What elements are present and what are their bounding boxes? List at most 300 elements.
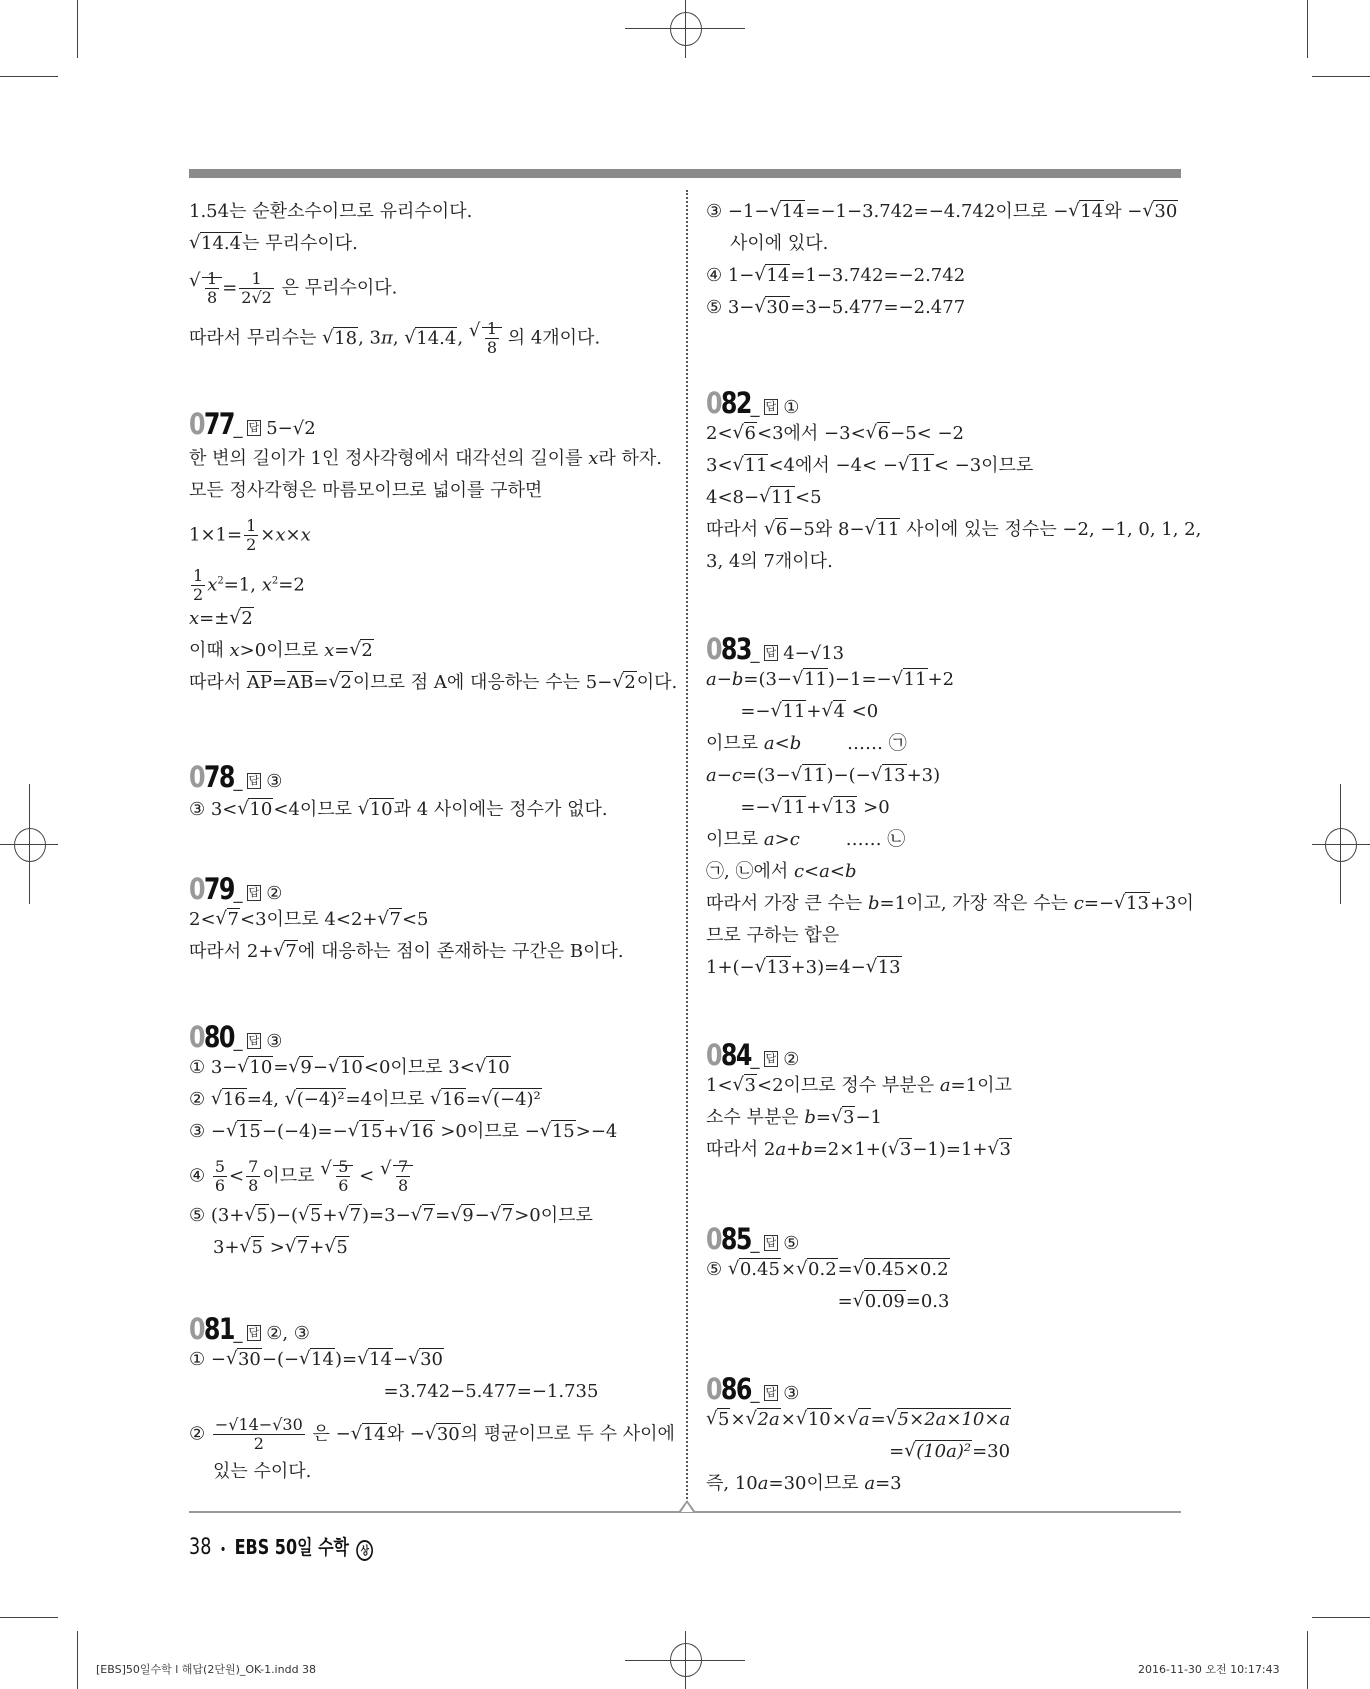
square-root [1114, 892, 1150, 916]
text-run: 모든 정사각형은 마름모이므로 넓이를 구하면 [189, 480, 543, 501]
square-root [226, 1348, 262, 1372]
problem-number [706, 1038, 751, 1072]
radicand: 5 [251, 1237, 263, 1258]
radicand: 10 [249, 1057, 273, 1078]
radicand: 15 [237, 1121, 261, 1142]
problem-number-rest: 81 [203, 1312, 234, 1346]
text-run: < [774, 733, 790, 754]
text-run: = [815, 1107, 832, 1128]
text-run: ① − [189, 1349, 226, 1370]
answer-icon: 답 [765, 1052, 777, 1065]
registration-circle-left [14, 828, 46, 862]
radicand: 2 [624, 672, 636, 693]
square-root [754, 296, 790, 320]
math-variable: a [775, 1139, 787, 1160]
solution-line [706, 1074, 1012, 1098]
footer-rule-notch [679, 1500, 695, 1511]
radicand: 11 [782, 797, 806, 818]
solution-line [706, 1472, 902, 1496]
text-run: 은 − [306, 1423, 351, 1445]
answer-value: ① [783, 397, 800, 418]
solution-line [189, 1204, 593, 1228]
square-root [888, 1138, 912, 1162]
answer-icon: 답 [248, 1034, 260, 1047]
solution-line [706, 1440, 1010, 1464]
solution-line [706, 454, 1033, 478]
radicand: 10 [807, 1409, 831, 1430]
radicand: (10a)² [916, 1441, 972, 1462]
solution-line [706, 1138, 1012, 1162]
math-variable: c [789, 829, 800, 850]
text-run: × [831, 1409, 847, 1430]
radicand: 10 [339, 1057, 363, 1078]
square-root [706, 1408, 730, 1432]
text-run: ③ 3< [189, 799, 238, 820]
text-run: 따라서 2+ [189, 941, 274, 962]
text-run: = [435, 1205, 451, 1226]
text-run: <0 [845, 701, 879, 722]
denominator: 8 [248, 1176, 259, 1195]
radicand: 7 [389, 909, 401, 930]
math-variable: a [939, 1075, 951, 1096]
text-run: 이다. [636, 672, 678, 693]
radicand: 7 [501, 1205, 514, 1226]
segment-label: $\overline{AP}$ [246, 672, 273, 693]
square-root [791, 764, 827, 788]
radicand: 7 [422, 1205, 435, 1226]
text-run: )−1=− [827, 669, 892, 690]
answer-value: ② [266, 883, 283, 904]
answer-icon: 답 [765, 400, 777, 413]
denominator: 2 [193, 585, 204, 604]
text-run: 따라서 [706, 519, 764, 540]
fraction [213, 1158, 227, 1195]
answer-value: ③ [266, 1031, 283, 1052]
fraction [205, 270, 219, 307]
radicand: 4 [833, 701, 845, 722]
text-run: +3) [906, 765, 941, 786]
text-run: …… ㉠ [801, 733, 907, 754]
text-run: =2 [278, 574, 305, 596]
math-variable: c [793, 861, 805, 882]
solution-line [189, 1348, 444, 1372]
square-root [399, 1120, 435, 1144]
radicand: 30 [237, 1349, 261, 1370]
text-run: =1이고, 가장 작은 수는 [879, 893, 1074, 914]
radicand: 2a [757, 1409, 780, 1430]
text-run: = [313, 672, 329, 693]
fraction [246, 1158, 260, 1195]
solution-line [189, 200, 472, 224]
math-variable: b [804, 1107, 816, 1128]
radicand: 5×2a×10×a [897, 1409, 1011, 1430]
solution-line [189, 320, 600, 357]
problem-number-lead: 0 [189, 1312, 204, 1346]
solution-line [706, 264, 965, 288]
math-variable: a [706, 765, 717, 786]
text-run: >0이므로 − [434, 1121, 540, 1142]
answer-icon: 답 [248, 774, 260, 787]
text-run: <4에서 −4< − [768, 455, 898, 476]
square-root [328, 1056, 364, 1080]
text-run: ② [189, 1089, 211, 1110]
math-variable: a [763, 733, 775, 754]
underscore: _ [233, 771, 243, 792]
problem-number-lead: 0 [706, 386, 721, 420]
text-run: + [309, 1237, 325, 1258]
text-run: 3, 4의 7개이다. [706, 551, 833, 572]
problem-number-lead: 0 [189, 407, 204, 441]
radicand [333, 1157, 353, 1195]
radicand: (−4)² [296, 1089, 345, 1110]
problem-number-rest: 84 [720, 1038, 751, 1072]
exponent: 2 [271, 575, 279, 587]
solution-line [706, 828, 905, 852]
square-root [866, 422, 890, 446]
radicand: 6 [775, 519, 788, 540]
fraction [239, 270, 274, 307]
problem-number [706, 1372, 751, 1406]
volume-mark: 상 [357, 1540, 374, 1561]
square-root [322, 327, 358, 351]
problem-header [706, 632, 844, 666]
square-root [898, 454, 934, 478]
text-run: 즉, 10 [706, 1473, 758, 1494]
solution-line [706, 860, 857, 884]
answer-value: ② [783, 1049, 800, 1070]
text-run: ③ − [189, 1121, 226, 1142]
square-root [320, 1158, 353, 1195]
text-run: …… ㉡ [799, 829, 906, 850]
square-root [490, 1204, 514, 1228]
fraction [485, 320, 499, 357]
text-run: <4이므로 [273, 799, 358, 820]
square-root [226, 1120, 262, 1144]
radicand: 15 [551, 1121, 575, 1142]
text-run: ③ −1− [706, 201, 770, 222]
radicand: 5 [256, 1205, 268, 1226]
square-root [1142, 200, 1178, 224]
text-run: =1−3.742=−2.742 [790, 265, 966, 286]
text-run: 은 무리수이다. [275, 277, 398, 299]
text-run: =(3− [741, 765, 791, 786]
denominator: 8 [207, 288, 218, 307]
solution-line [706, 668, 954, 692]
text-run: =− [706, 701, 771, 722]
problem-header [189, 872, 282, 906]
denominator: 6 [214, 1176, 226, 1195]
square-root [792, 668, 828, 692]
radicand: 16 [222, 1089, 246, 1110]
denominator: 8 [486, 338, 497, 357]
math-variable: x [275, 524, 286, 546]
answer-icon: 답 [765, 1386, 777, 1399]
text-run: 4̇ [217, 201, 230, 222]
square-root [229, 607, 253, 631]
solution-line [213, 1236, 349, 1260]
text-run: 이므로 [706, 733, 764, 754]
square-root [358, 798, 394, 822]
text-run: 의 4개이다. [502, 327, 601, 349]
square-root [754, 264, 790, 288]
square-root [755, 956, 791, 980]
crop-mark-top-right [1307, 0, 1308, 58]
denominator: 6 [338, 1176, 349, 1195]
math-variable: x [189, 608, 200, 629]
solution-line [189, 798, 608, 822]
radicand: 10 [486, 1057, 510, 1078]
text-run: =2×1+( [812, 1139, 888, 1160]
math-variable: a [706, 669, 717, 690]
text-run: + [383, 1121, 399, 1142]
text-run: =0.3 [905, 1291, 950, 1312]
text-run: + [806, 701, 822, 722]
square-root [796, 1258, 838, 1282]
problem-number-rest: 78 [203, 760, 234, 794]
problem-number-rest: 83 [720, 632, 751, 666]
radicand: 30 [1154, 201, 1178, 222]
square-root [408, 1348, 444, 1372]
text-run: <5 [794, 487, 822, 508]
square-root [746, 1408, 781, 1432]
solution-line [706, 422, 964, 446]
radicand: 0.2 [808, 1259, 837, 1280]
text-run: 사이에 있다. [730, 233, 829, 254]
square-root [866, 956, 902, 980]
underscore: _ [233, 883, 243, 904]
text-run: 라 하자. [598, 448, 663, 469]
denominator: 2 [246, 535, 257, 554]
math-variable: π [380, 327, 393, 349]
problem-number-rest: 82 [720, 386, 751, 420]
text-run: − [716, 765, 732, 786]
square-root [244, 1204, 268, 1228]
problem-number-lead: 0 [706, 632, 721, 666]
segment-label: $\overline{AB}$ [287, 672, 314, 693]
square-root [425, 1423, 461, 1447]
solution-line [706, 732, 907, 756]
text-run: >0이므로 [239, 640, 325, 661]
math-variable: b [731, 669, 744, 690]
radicand: 16 [441, 1089, 465, 1110]
problem-number-lead: 0 [189, 760, 204, 794]
text-run: =3−5.477=−2.477 [790, 297, 966, 318]
radicand: 5 [336, 1237, 348, 1258]
solution-line [189, 607, 254, 631]
square-root [771, 796, 807, 820]
square-root [348, 1120, 384, 1144]
answer-value: ②, ③ [266, 1323, 310, 1344]
text-run: <2이므로 정수 부분은 [757, 1075, 940, 1096]
text-run: 므로 구하는 합은 [706, 925, 840, 946]
radicand: 3 [843, 1107, 855, 1128]
text-run: =3.742−5.477=−1.735 [189, 1381, 599, 1402]
square-root [328, 671, 352, 695]
square-root [430, 1088, 466, 1112]
solution-line [730, 232, 828, 256]
text-run: =± [199, 608, 230, 629]
radicand: 14 [311, 1349, 334, 1370]
text-run: 1×1= [189, 524, 243, 546]
solution-line [706, 200, 1178, 224]
solution-line [706, 924, 839, 948]
radicand: 5 [310, 1205, 322, 1226]
answer-value: 4−√13 [783, 643, 845, 664]
text-run: − [392, 1349, 409, 1370]
radicand: 13 [766, 957, 790, 978]
numerator: 1 [246, 516, 257, 535]
crop-mark-top-left [77, 0, 78, 58]
text-run: =4이므로 [345, 1089, 430, 1110]
text-run: =− [1083, 893, 1115, 914]
square-root [612, 671, 636, 695]
text-run: =4, [246, 1089, 285, 1110]
text-run: > [774, 829, 790, 850]
answer-icon: 답 [248, 1326, 260, 1339]
square-root [380, 1158, 413, 1195]
text-run: < [804, 861, 820, 882]
problem-number [706, 1222, 751, 1256]
answer-value: ③ [783, 1383, 800, 1404]
text-run: = [706, 1291, 853, 1312]
radicand: 6 [744, 423, 756, 444]
radicand [482, 319, 502, 357]
problem-number-lead: 0 [189, 1020, 204, 1054]
square-root [298, 1204, 322, 1228]
radicand: 7 [285, 941, 297, 962]
text-run: )= [334, 1349, 358, 1370]
solution-line [706, 1106, 882, 1130]
page-number: 38 [189, 1535, 212, 1560]
text-run: 따라서 [189, 672, 247, 693]
numerator: √ 5 [338, 1157, 349, 1176]
text-run: )−( [268, 1205, 299, 1226]
problem-header [189, 1312, 310, 1346]
square-root [769, 200, 805, 224]
text-run: > [264, 1237, 285, 1258]
square-root [357, 1348, 393, 1372]
problem-number [189, 760, 234, 794]
radicand: 3 [999, 1139, 1011, 1160]
radicand: 14 [362, 1423, 386, 1445]
problem-number-lead: 0 [706, 1222, 721, 1256]
text-run: = [465, 1089, 481, 1110]
radicand: a [858, 1409, 870, 1430]
square-root [728, 1258, 781, 1282]
math-variable: a [864, 1473, 876, 1494]
square-root [216, 908, 240, 932]
underscore: _ [750, 643, 760, 664]
radicand: 11 [909, 455, 933, 476]
math-variable: x [588, 448, 599, 469]
radicand: 7 [349, 1205, 362, 1226]
underscore: _ [750, 1049, 760, 1070]
solution-line [189, 1158, 413, 1195]
crop-mark-bottom-right-h [1312, 1617, 1370, 1618]
book-title: EBS 50일 수학 [234, 1535, 350, 1559]
underscore: _ [233, 418, 243, 439]
radicand: 13 [833, 797, 857, 818]
radicand: 3 [899, 1139, 912, 1160]
solution-line [189, 908, 429, 932]
square-root [469, 320, 502, 357]
square-root [351, 1423, 387, 1447]
solution-line [189, 1380, 598, 1404]
square-root [988, 1138, 1012, 1162]
text-run: ① 3− [189, 1057, 238, 1078]
radicand: 15 [359, 1121, 383, 1142]
text-run: , [457, 327, 469, 349]
square-root [853, 1290, 906, 1314]
radicand [202, 269, 222, 307]
text-run: < [829, 861, 845, 882]
square-root [831, 1106, 855, 1130]
fraction [213, 1416, 305, 1453]
crop-mark-bottom-right-v [1307, 1631, 1308, 1689]
solution-line [189, 517, 311, 554]
text-run: < [353, 1165, 380, 1187]
square-root [904, 1440, 972, 1464]
text-run: 2< [706, 423, 733, 444]
text-run: 따라서 가장 큰 수는 [706, 893, 868, 914]
solution-line [189, 1120, 617, 1144]
page-footer [189, 1531, 373, 1561]
radicand: 14 [1080, 201, 1104, 222]
square-root [540, 1120, 576, 1144]
text-run: 의 평균이므로 두 수 사이에 [460, 1423, 675, 1445]
text-run: −(− [261, 1349, 300, 1370]
solution-line [189, 447, 662, 471]
radicand: (−4)² [492, 1089, 541, 1110]
radicand: 14 [369, 1349, 392, 1370]
header-bar [189, 169, 1181, 178]
text-run: −(−4)=− [261, 1121, 348, 1142]
text-run: + [806, 797, 822, 818]
solution-line [213, 1460, 311, 1484]
radicand: 30 [420, 1349, 443, 1370]
text-run: = [706, 1441, 905, 1462]
radicand: 14 [766, 265, 790, 286]
numerator: √ 1 [207, 269, 218, 288]
numerator: 5 [214, 1157, 226, 1176]
text-run: − [312, 1057, 328, 1078]
text-run: −1)=1+ [912, 1139, 988, 1160]
problem-header [189, 1020, 282, 1054]
answer-icon: 답 [765, 646, 777, 659]
radicand: 0.45×0.2 [864, 1259, 949, 1280]
problem-number [189, 872, 234, 906]
solution-line [706, 1290, 949, 1314]
problem-number-lead: 0 [706, 1038, 721, 1072]
problem-header [706, 1372, 799, 1406]
crop-mark-bottom-left-v [77, 1631, 78, 1689]
text-run: ④ 1− [706, 265, 755, 286]
text-run: × [285, 524, 301, 546]
text-run: , [392, 327, 405, 349]
radicand: 2 [340, 672, 352, 693]
text-run: <3에서 −3< [757, 423, 866, 444]
denominator: 8 [397, 1176, 409, 1195]
math-variable: c [731, 765, 742, 786]
square-root [847, 1408, 871, 1432]
crop-mark-top-left-h [0, 76, 58, 77]
crop-mark-bottom-left-h [0, 1617, 58, 1618]
registration-circle-right [1325, 828, 1357, 862]
text-run: 있는 수이다. [213, 1461, 312, 1482]
radicand: 13 [882, 765, 906, 786]
radicand: 11 [876, 519, 900, 540]
square-root [299, 1348, 335, 1372]
